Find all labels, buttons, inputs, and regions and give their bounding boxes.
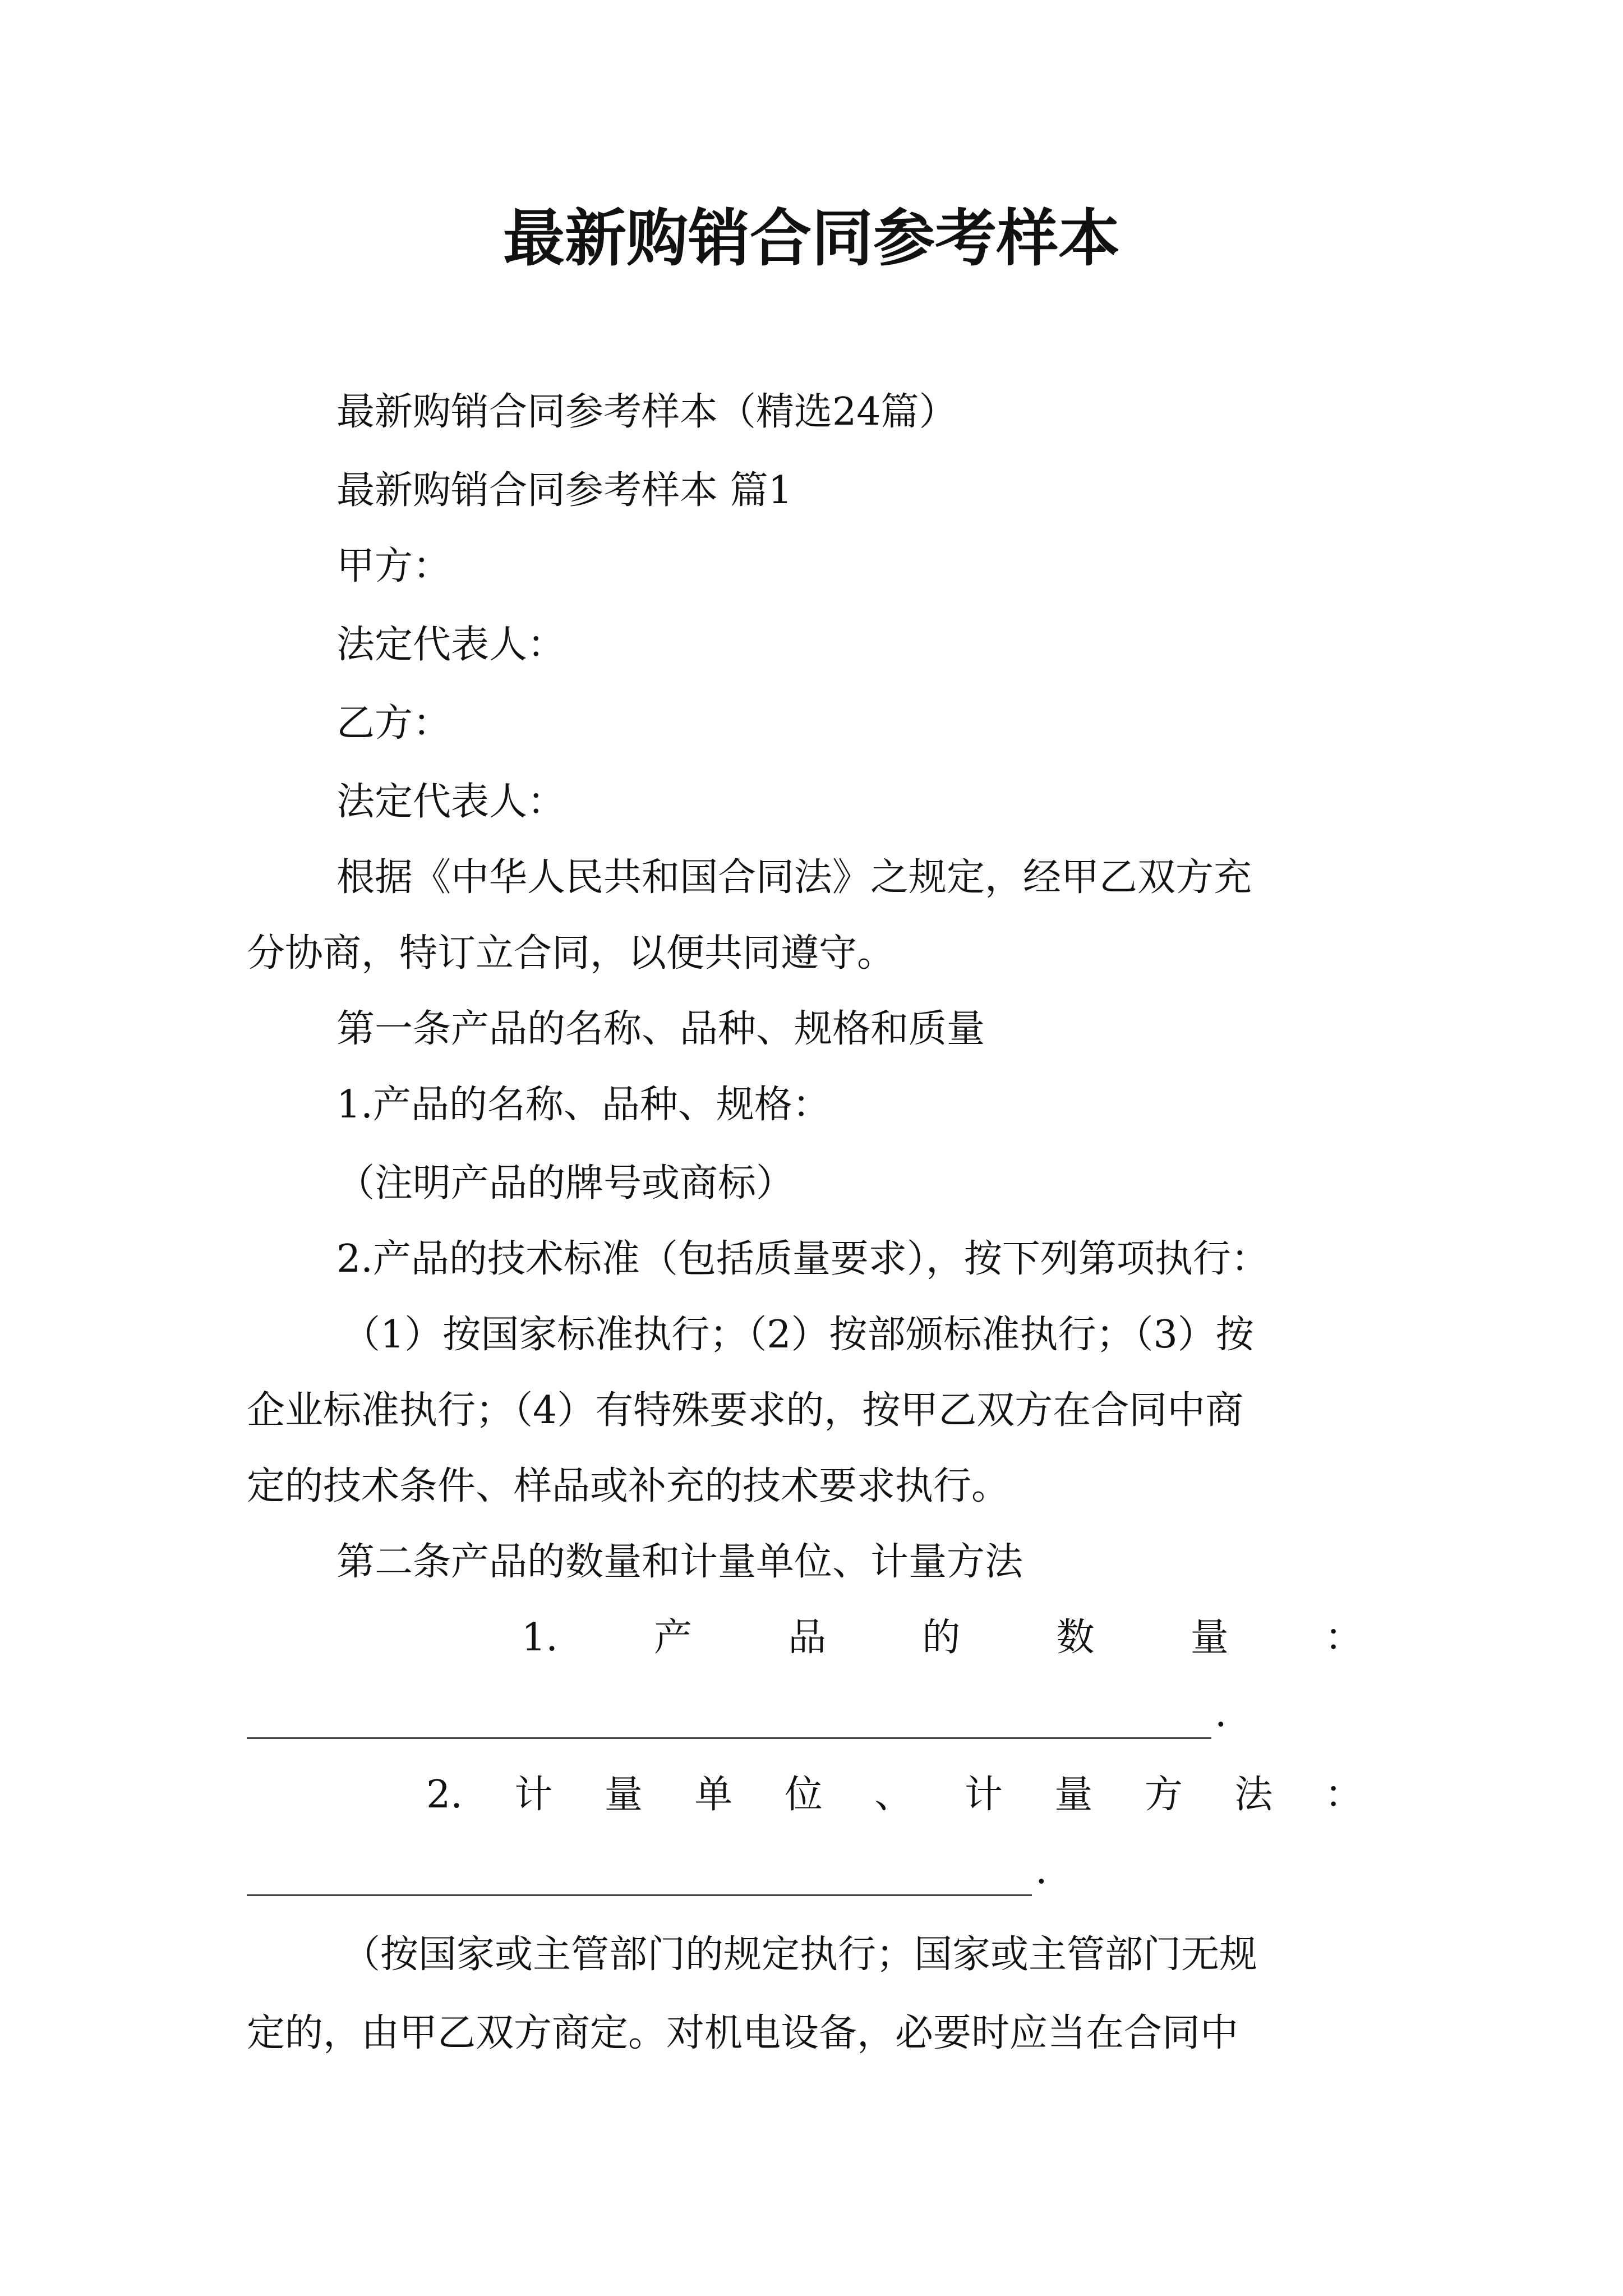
fill-in-rule bbox=[247, 1861, 1032, 1896]
article-1-item-2-line-b: 企业标准执行；（4）有特殊要求的，按甲乙双方在合同中商 bbox=[247, 1388, 1244, 1433]
basis-paragraph-line-2: 分协商，特订立合同，以便共同遵守。 bbox=[247, 931, 896, 976]
spread-char: 、 bbox=[874, 1773, 913, 1817]
blank-period: . bbox=[1215, 1691, 1227, 1736]
spread-char: 数 bbox=[1056, 1616, 1095, 1660]
subtitle-line: 最新购销合同参考样本（精选24篇） bbox=[336, 390, 957, 434]
spread-char: 量 bbox=[1190, 1616, 1229, 1660]
article-2-title: 第二条产品的数量和计量单位、计量方法 bbox=[336, 1540, 1023, 1584]
spread-char: 量 bbox=[604, 1773, 643, 1817]
spread-char: 产 bbox=[654, 1616, 693, 1660]
rep-a-line: 法定代表人： bbox=[336, 623, 566, 667]
article-2-item-1 bbox=[522, 1613, 1363, 1663]
article-1-item-2-line-a: （1）按国家标准执行；（2）按部颁标准执行；（3）按 bbox=[342, 1313, 1254, 1357]
spread-char: 量 bbox=[1054, 1773, 1093, 1817]
article-2-item-2 bbox=[426, 1770, 1363, 1820]
spread-char: 品 bbox=[788, 1616, 827, 1660]
document-title: 最新购销合同参考样本 bbox=[503, 203, 1120, 274]
article-1-item-1-note: （注明产品的牌号或商标） bbox=[336, 1161, 795, 1205]
basis-paragraph-line-1: 根据《中华人民共和国合同法》之规定，经甲乙双方充 bbox=[336, 855, 1252, 900]
blank-period: . bbox=[1035, 1848, 1048, 1893]
party-a-line: 甲方： bbox=[336, 544, 451, 588]
spread-char: 法 bbox=[1234, 1773, 1273, 1817]
article-2-item-1-blank bbox=[247, 1688, 1227, 1739]
article-1-item-1: 1.产品的名称、品种、规格： bbox=[336, 1083, 831, 1127]
article-1-title: 第一条产品的名称、品种、规格和质量 bbox=[336, 1007, 985, 1051]
spread-char: 单 bbox=[694, 1773, 733, 1817]
article-2-note-line-2: 定的，由甲乙双方商定。对机电设备，必要时应当在合同中 bbox=[247, 2011, 1239, 2055]
article-1-item-2: 2.产品的技术标准（包括质量要求），按下列第项执行： bbox=[336, 1237, 1269, 1281]
spread-char: 计 bbox=[514, 1773, 553, 1817]
spread-char: ： bbox=[1324, 1773, 1363, 1817]
chapter-heading: 最新购销合同参考样本 篇1 bbox=[336, 468, 792, 513]
party-b-line: 乙方： bbox=[336, 701, 451, 746]
spread-char: 方 bbox=[1144, 1773, 1183, 1817]
spread-char: ： bbox=[1324, 1616, 1363, 1660]
article-2-item-2-blank bbox=[247, 1846, 1048, 1896]
spread-char: 位 bbox=[784, 1773, 823, 1817]
article-2-note-line-1: （按国家或主管部门的规定执行；国家或主管部门无规 bbox=[342, 1932, 1258, 1977]
spread-char: 计 bbox=[964, 1773, 1003, 1817]
article-1-item-2-line-c: 定的技术条件、样品或补充的技术要求执行。 bbox=[247, 1464, 1010, 1508]
spread-char: 2. bbox=[426, 1773, 463, 1817]
spread-char: 1. bbox=[522, 1616, 558, 1660]
rep-b-line: 法定代表人： bbox=[336, 780, 566, 824]
fill-in-rule bbox=[247, 1704, 1211, 1739]
spread-char: 的 bbox=[922, 1616, 961, 1660]
